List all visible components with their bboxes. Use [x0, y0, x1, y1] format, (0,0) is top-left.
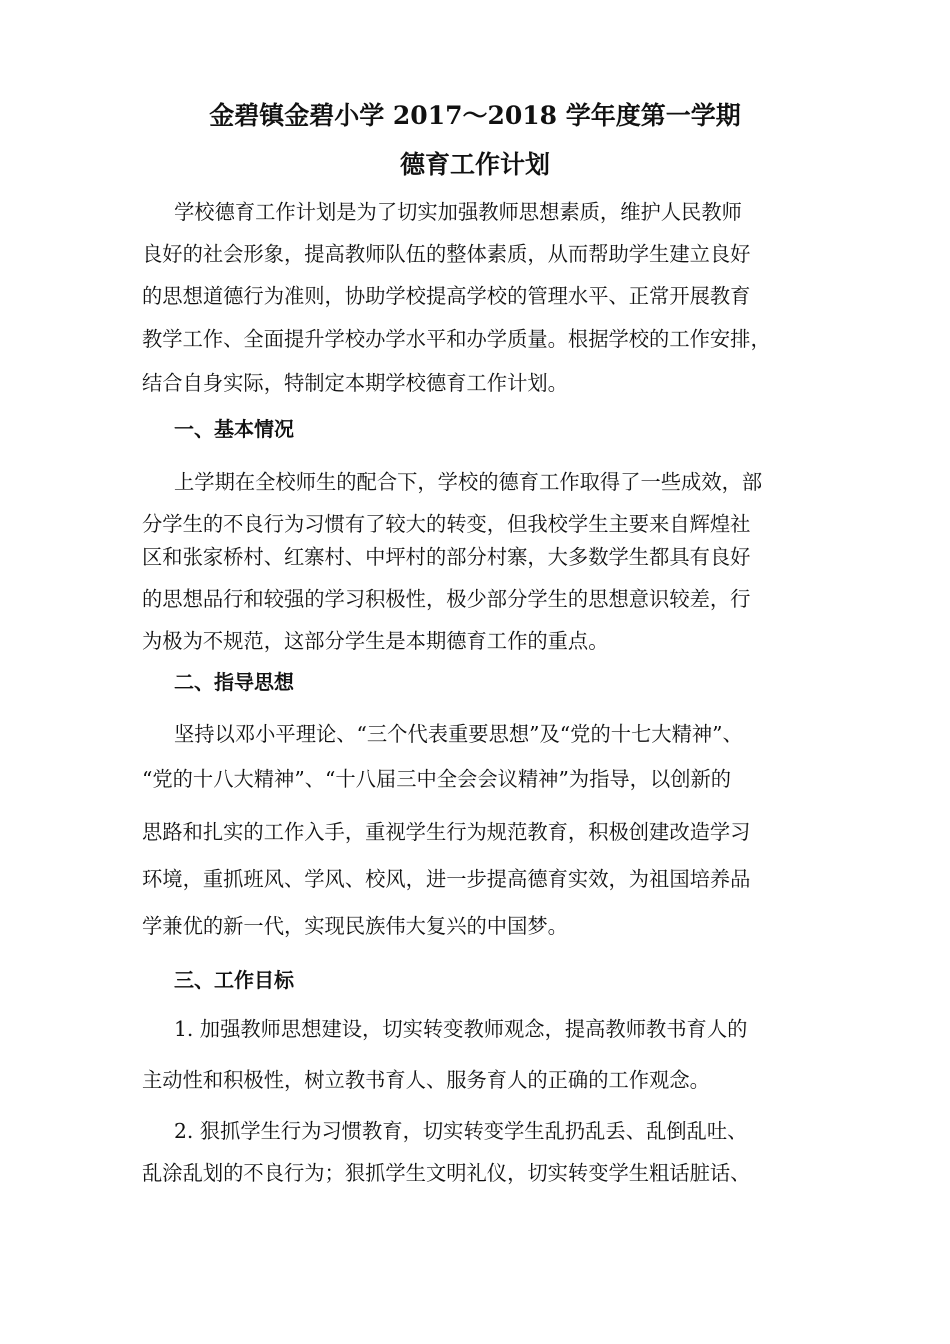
intro-line: 的思想道德行为准则，协助学校提高学校的管理水平、正常开展教育 [142, 284, 751, 308]
intro-line: 学校德育工作计划是为了切实加强教师思想素质，维护人民教师 [174, 200, 742, 224]
section-heading-basic-situation: 一、基本情况 [174, 417, 294, 441]
section3-line: 1. 加强教师思想建设，切实转变教师观念，提高教师教书育人的 [174, 1017, 748, 1041]
document-title: 金碧镇金碧小学 2017～2018 学年度第一学期 [209, 101, 741, 130]
section1-line: 区和张家桥村、红寨村、中坪村的部分村寨，大多数学生都具有良好 [142, 545, 751, 569]
document-subtitle: 德育工作计划 [399, 150, 550, 179]
section1-line: 的思想品行和较强的学习积极性，极少部分学生的思想意识较差，行 [142, 587, 751, 611]
section-heading-work-goals: 三、工作目标 [174, 968, 294, 992]
section1-line: 上学期在全校师生的配合下，学校的德育工作取得了一些成效，部 [174, 470, 763, 494]
intro-line: 教学工作、全面提升学校办学水平和办学质量。根据学校的工作安排， [142, 327, 771, 351]
section3-line: 2. 狠抓学生行为习惯教育，切实转变学生乱扔乱丢、乱倒乱吐、 [174, 1119, 748, 1143]
intro-line: 良好的社会形象，提高教师队伍的整体素质，从而帮助学生建立良好 [142, 242, 751, 266]
intro-line: 结合自身实际，特制定本期学校德育工作计划。 [142, 371, 568, 395]
section2-line: 坚持以邓小平理论、“三个代表重要思想”及“党的十七大精神”、 [174, 722, 743, 746]
section2-line: 学兼优的新一代，实现民族伟大复兴的中国梦。 [142, 914, 568, 938]
section-heading-guiding-ideology: 二、指导思想 [174, 670, 294, 694]
section3-line: 乱涂乱划的不良行为；狠抓学生文明礼仪，切实转变学生粗话脏话、 [142, 1161, 751, 1185]
section2-line: 思路和扎实的工作入手，重视学生行为规范教育，积极创建改造学习 [142, 820, 751, 844]
section1-line: 分学生的不良行为习惯有了较大的转变，但我校学生主要来自辉煌社 [142, 512, 751, 536]
section3-line: 主动性和积极性，树立教书育人、服务育人的正确的工作观念。 [142, 1068, 710, 1092]
section2-line: “党的十八大精神”、“十八届三中全会会议精神”为指导，以创新的 [142, 767, 732, 791]
section2-line: 环境，重抓班风、学风、校风，进一步提高德育实效，为祖国培养品 [142, 867, 751, 891]
section1-line: 为极为不规范，这部分学生是本期德育工作的重点。 [142, 629, 609, 653]
